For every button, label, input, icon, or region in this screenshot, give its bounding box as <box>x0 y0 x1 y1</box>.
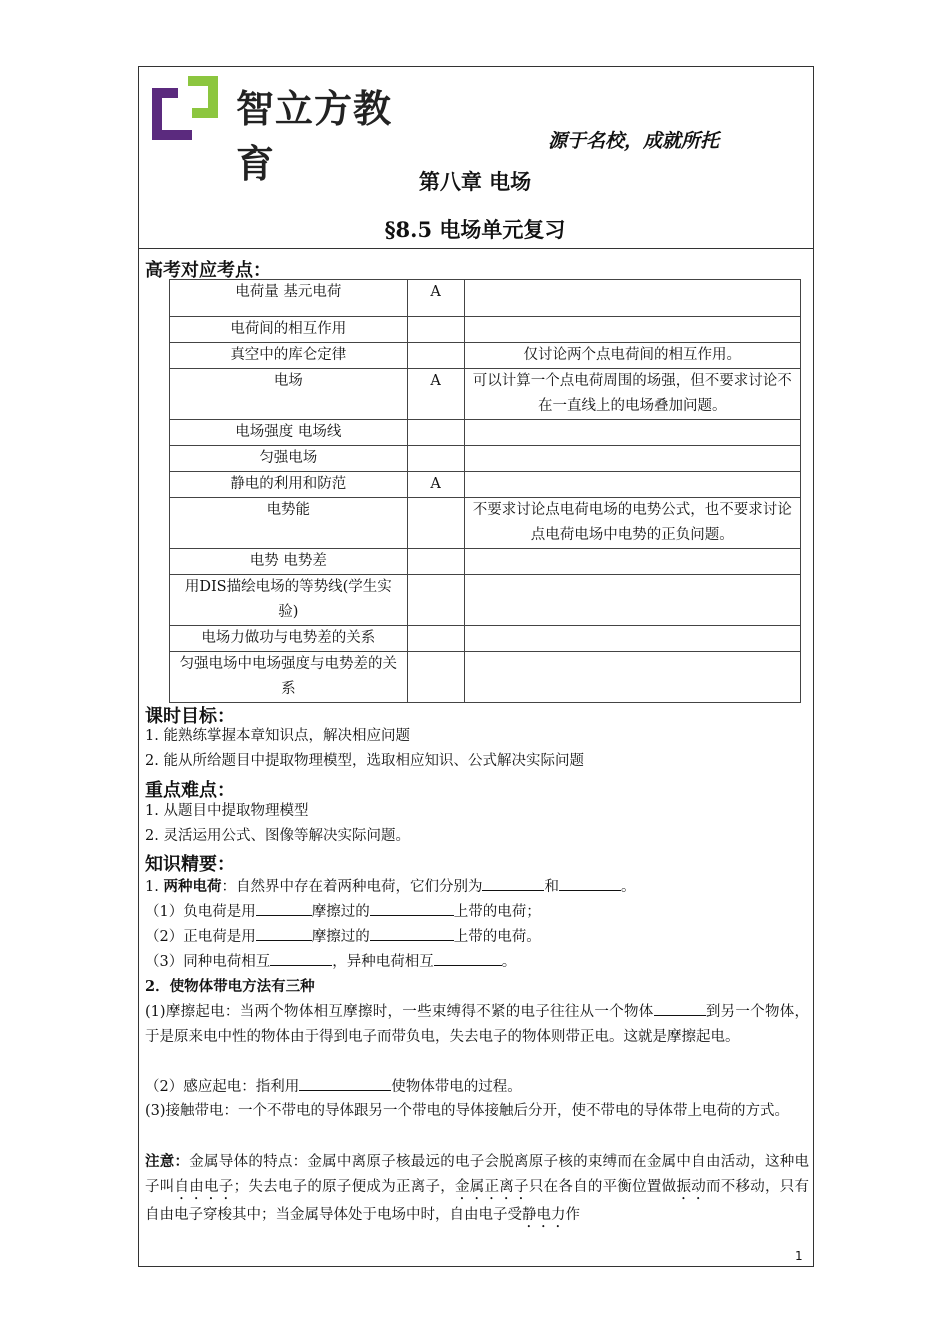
topic-cell: 电势 电势差 <box>170 549 408 575</box>
answer-blank[interactable] <box>299 1074 391 1091</box>
key-points-heading: 重点难点： <box>145 780 235 801</box>
topic-cell: 电场力做功与电势差的关系 <box>170 626 408 652</box>
note-cell: 不要求讨论点电荷电场的电势公式，也不要求讨论点电荷电场中电势的正负问题。 <box>464 498 800 549</box>
sub-item <box>145 899 809 925</box>
level-cell <box>407 343 464 369</box>
note-cell <box>464 626 800 652</box>
table-row <box>170 626 801 652</box>
item-text: 只在各自的平衡位置做 <box>528 1179 677 1195</box>
item-text: 使物体带电的过程。 <box>391 1079 522 1095</box>
item-text: 摩擦过的 <box>311 904 370 920</box>
item-text: 作 <box>565 1207 580 1223</box>
table-row <box>170 575 801 626</box>
answer-blank[interactable] <box>370 924 454 941</box>
objective-item: 1. 能熟练掌握本章知识点，解决相应问题 <box>145 728 410 744</box>
method-paragraph <box>145 1074 809 1100</box>
table-row <box>170 498 801 549</box>
method-paragraph <box>145 999 809 1050</box>
objectives-heading: 课时目标： <box>145 706 235 727</box>
item-text: 到另一个物体，于是原来电中性的物体由于得到电子而带负电，失去电子的物体则带正电。这就是摩擦起电。 <box>145 1004 810 1045</box>
topic-cell: 电荷间的相互作用 <box>170 317 408 343</box>
answer-blank[interactable] <box>482 874 544 891</box>
chapter-title: 第八章 电场 <box>418 169 532 194</box>
item-text: ；失去电子的原子便成为正离子， <box>233 1179 455 1195</box>
topic-cell: 匀强电场 <box>170 446 408 472</box>
objective-item: 2. 能从所给题目中提取物理模型，选取相应知识、公式解决实际问题 <box>145 753 584 769</box>
item-text: 上带的电荷； <box>453 904 541 920</box>
sub-item <box>145 924 809 950</box>
note-cell <box>464 446 800 472</box>
table-row <box>170 549 801 575</box>
key-point-item: 1. 从题目中提取物理模型 <box>145 803 309 819</box>
level-cell <box>407 626 464 652</box>
item-text: ：自然界中存在着两种电荷，它们分别为 <box>221 879 483 895</box>
page-number: 1 <box>795 1249 803 1263</box>
topic-cell: 用DIS描绘电场的等势线(学生实验) <box>170 575 408 626</box>
answer-blank[interactable] <box>434 949 502 966</box>
table-row <box>170 280 801 317</box>
level-cell: A <box>407 472 464 498</box>
note-cell: 可以计算一个点电荷周围的场强，但不要求讨论不在一直线上的电场叠加问题。 <box>464 369 800 420</box>
emphasis-text: 自由电子 <box>174 1179 234 1195</box>
note-label: 注意： <box>145 1153 190 1170</box>
table-row <box>170 420 801 446</box>
note-cell <box>464 575 800 626</box>
item-text: （3）同种电荷相互 <box>145 954 271 970</box>
topic-cell: 匀强电场中电场强度与电势差的关系 <box>170 652 408 703</box>
answer-blank[interactable] <box>559 874 621 891</box>
header-divider <box>138 248 814 249</box>
topic-cell: 电场强度 电场线 <box>170 420 408 446</box>
slogan: 源于名校，成就所托 <box>548 130 720 152</box>
exam-points-table <box>169 279 801 703</box>
level-cell <box>407 446 464 472</box>
note-cell <box>464 280 800 317</box>
topic-cell: 电势能 <box>170 498 408 549</box>
item-text: （2）正电荷是用 <box>145 929 256 945</box>
item-text: ，异种电荷相互 <box>332 954 434 970</box>
method-paragraph: (3)接触带电：一个不带电的导体跟另一个带电的导体接触后分开，使不带电的导体带上电荷的方式。 <box>145 1103 790 1119</box>
level-cell <box>407 652 464 703</box>
item-text: 。 <box>620 879 636 895</box>
level-cell: A <box>407 280 464 317</box>
topic-cell: 静电的利用和防范 <box>170 472 408 498</box>
topic-cell: 真空中的库仑定律 <box>170 343 408 369</box>
note-cell <box>464 652 800 703</box>
item-title: 两种电荷 <box>163 878 222 895</box>
note-cell <box>464 420 800 446</box>
item-text: 而不移动，只有自由电子穿梭其中；当金属导体处于电场中时，自由电子受 <box>145 1179 810 1223</box>
note-cell <box>464 549 800 575</box>
knowledge-item-1 <box>145 874 809 900</box>
answer-blank[interactable] <box>256 924 312 941</box>
answer-blank[interactable] <box>370 899 454 916</box>
table-row <box>170 446 801 472</box>
answer-blank[interactable] <box>654 999 706 1016</box>
note-cell <box>464 317 800 343</box>
exam-points-heading: 高考对应考点： <box>145 260 271 281</box>
table-row <box>170 343 801 369</box>
item-text: 和 <box>544 879 559 895</box>
emphasis-text: 金属正离子 <box>455 1179 529 1195</box>
topic-cell: 电荷量 基元电荷 <box>170 280 408 317</box>
knowledge-heading: 知识精要： <box>145 854 235 875</box>
level-cell <box>407 549 464 575</box>
level-cell <box>407 420 464 446</box>
item-number: 1. <box>145 879 159 895</box>
emphasis-text: 静电力 <box>522 1207 566 1223</box>
level-cell <box>407 317 464 343</box>
logo-mark-icon <box>148 72 222 146</box>
brand-logo <box>148 72 418 186</box>
brand-name: 智立方教育 <box>236 87 393 186</box>
table-row <box>170 472 801 498</box>
item-text: （2）感应起电：指利用 <box>145 1079 300 1095</box>
item-text: 。 <box>501 954 517 970</box>
note-paragraph <box>145 1149 809 1231</box>
note-cell <box>464 472 800 498</box>
table-row <box>170 369 801 420</box>
topic-cell: 电场 <box>170 369 408 420</box>
emphasis-text: 振动 <box>676 1179 706 1195</box>
level-cell <box>407 575 464 626</box>
item-text: （1）负电荷是用 <box>145 904 256 920</box>
item-text: 金属导体的特点：金属中离原子核最远的电子会脱离原子核的束缚而在金属中自由活动，这种电子叫 <box>145 1154 810 1195</box>
note-cell: 仅讨论两个点电荷间的相互作用。 <box>464 343 800 369</box>
level-cell <box>407 498 464 549</box>
level-cell: A <box>407 369 464 420</box>
answer-blank[interactable] <box>256 899 312 916</box>
key-point-item: 2. 灵活运用公式、图像等解决实际问题。 <box>145 828 410 844</box>
table-row <box>170 317 801 343</box>
item-text: 摩擦过的 <box>311 929 370 945</box>
section-title: §8.5 电场单元复习 <box>384 217 566 242</box>
knowledge-item-2: 2．使物体带电方法有三种 <box>145 978 315 995</box>
table-row <box>170 652 801 703</box>
item-text: 上带的电荷。 <box>453 929 541 945</box>
answer-blank[interactable] <box>270 949 332 966</box>
item-text: (1)摩擦起电：当两个物体相互摩擦时，一些束缚得不紧的电子往往从一个物体 <box>145 1004 654 1020</box>
sub-item <box>145 949 809 975</box>
